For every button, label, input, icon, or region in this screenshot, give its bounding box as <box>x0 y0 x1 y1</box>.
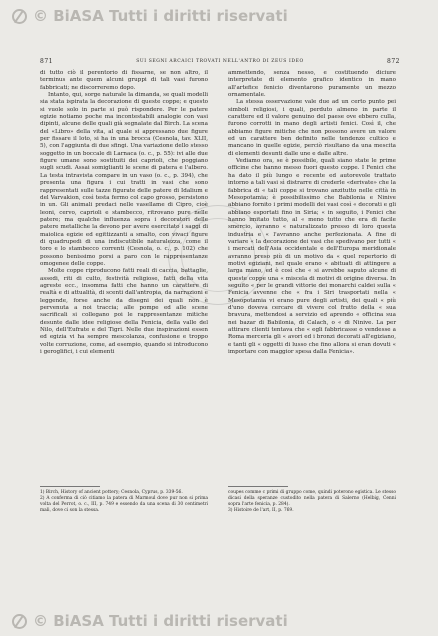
right-page-number: 872 <box>387 57 400 65</box>
paragraph: di tutto ciò il perentorio di fissarne, se non altro, il terminus ante quem alcuni gruppi di tali vasi furono fabbricati; ne discorreremo dopo. <box>40 70 208 91</box>
footnotes-left <box>40 490 208 514</box>
footnote: coupes comme c primi di gruppo come, quindi poterono egistica. Le stesso dicasi della speranze custodito nella patera di Salerno (Helbig, Cenni sopra l'arte fenicia, p. 284). <box>228 490 396 507</box>
watermark-top <box>0 5 438 27</box>
footnote: 2) A conferma di ciò citiamo la patera di Marmoul dove pur non si prima volta del Perrot, o. c., III, p. 749 e essendo da una scena di 30 centimetri mali, dove ci son la stessa. <box>40 496 208 513</box>
right-column <box>228 70 396 356</box>
footnote-rule <box>228 486 288 487</box>
footnote: 1) Birch, History of ancient pottery; Cesnola, Cyprus, p. 339-56. <box>40 490 183 495</box>
footnotes-right <box>228 490 396 514</box>
running-title: SUI SEGNI ARCAICI TROVATI NELL'ANTRO DI ZEUS IDEO <box>136 58 304 64</box>
watermark-text: © BiASA Tutti i diritti riservati <box>33 612 288 630</box>
watermark-bottom <box>0 610 438 632</box>
footnote: 3) Histoire de l'art, II, p. 769. <box>228 508 294 513</box>
biasa-logo-icon <box>12 614 27 629</box>
left-page-number: 871 <box>40 57 53 65</box>
footnote-rule <box>40 486 100 487</box>
paragraph: Vediamo ora, se è possibile, quali siano state le prime officine che hanno messo fuori questo coppe. I Fenici che ha dato il più lungo e recente ed autorevole trattato intorno a tali vasi sì distrarre di crederle «derivate» che la fabbrica di « tali coppe si trovano anzitutto nelle città in Mesopotamia; è possibilissimo che Babilonia e Ninive abbiano fornito i primi modelli dei vasi così « decorati e gli abbiano esportati fino in Siria; « in seguito, i Fenici che hanno imitato tutto, al « meno tutto che era di facile smercio, avranno « naturalizzato presso di loro questa industria e « l'avranno anche perfezionata. A fine di variare « la decorazione dei vasi che spedivano per tutti « i mercati dell'Asia occidentale e dell'Europa meridionale avranno preso più di un motivo da « quel repertorio di motivi egiziani, nel quale erano « abituati di attingere a larga mano, ed è così che « si avrebbe saputo alcune di queste coppe una « miscela di motivi di origine diversa. In seguito « per le grandi vittorie dei monarchi caldei sulla « Fenicia avvenne che « fra i Siri trasportati nella « Mesopotamia vi erano pure degli artisti, dei quali « più d'uno doveva cercare di vivere col frutto della « sua bravura, mettendosi a servizio ed aprendo « officina sua nei bazar di Babilonia, di Calach, o « di Ninive. La per attirare clienti tentava che « egli fabbricasse o vendesse a Roma merceria gli « avori ed i bronzi decorati all'egiziano, e tanti gli « oggetti di lusso che fino allora si eran dovuti « importare con maggior spesa dalla Fenicia». <box>228 158 396 356</box>
running-header <box>40 57 400 65</box>
paragraph: La stessa osservazione vale due ad un certo punto pei simboli religiosi, i quali, perduto almeno in parte il carattere ed il valore genuino del paese ove ebbero culla, furono corrotti in mano degli artisti fenici. Così il, che abbiamo figure mitiche che non possono avere un valore ed un carattere ben definito nelle tendenze cultico e mancano in quelle egizie, perciò risultano da una mescita di elementi desunti dalle une e dalle altre. <box>228 99 396 157</box>
watermark-text: © BiASA Tutti i diritti riservati <box>33 7 288 25</box>
paragraph: Intanto, qui, sorge naturale la dimanda, se quali modelli sia stata ispirata la decorazione di queste coppe; e questo si vuole solo in parte si può rispondere. Per le patere egizie notiamo poche ma incontestabili analogie con vasi dipinti, alcune delle quali già segnalate dal Birch. La scena del «Libro» della vita, al quale si appressano due figure per fissare il loto, si ha in una brocca (Cesnola, tav. XLII, 5), con l'aggiunta di due sfingi. Una variazione dello stesso soggetto in un boccale di Larnaca (o. c., p. 55): ivi alle due figure umane sono sostituiti dei caprioli, che poggiano sugli scudi. Assai somiglianti le scene di patera e l'albero. La testa intravista compare in un vaso (o. c., p. 394), che presenta una figura i cui tratti in vasi che sono rappresentati sulle tazze figurate delle patere di Idalium e del Varvakion, così testa fermo col capo grosso, persistono in un. Gli animali predaci nelle vasellame di Cipro, cioè leoni, cervo, caprioli e stambecco, ritrovano pure nelle patere; ma qualche influenza sopra i decoratori delle patere metalliche la devono per avere esercitato i saggi di maiolica egizie ed egittizzanti a smalto, con vivaci figure di quadrupedi di una indiscutibile naturalezza, come il toro e lo stambecco correnti (Cesnola, o. c., p. 102) che possono benissimo porsi a paro con le rappresentanze omogenee delle coppe. <box>40 92 208 267</box>
biasa-logo-icon <box>12 9 27 24</box>
left-column <box>40 70 208 356</box>
paragraph: ammettendo, senza nesso, e costituendo diciure interpretate di elemento grafico identico in mano all'artefice fenicio diventarono puramente un mezzo ornamentale. <box>228 70 396 99</box>
paragraph: Molte coppe riproducono fatti reali di caccia, battaglie, assedi, riti di culto, festività religiose, fatti della vita agreste ecc., insomma fatti che hanno un carattere di realtà e di attualità, di scenti dall'antropia, da narrazioni e leggende, forse anche da disegni dei quali non è pervenuta a noi traccia; alle pompe ed alle scene sacrificali si collegano poi le rappresentanze mitiche desunte dalle idee religiose della Fenicia, della valle del Nilo, dell'Eufrate e del Tigri. Nelle due inspirazioni essen ed egizia vi ha sempre mescolanza, confusione e troppo volte corruzione, come, ad esempio, quando si introducono i geroglifici, i cui elementi <box>40 268 208 356</box>
